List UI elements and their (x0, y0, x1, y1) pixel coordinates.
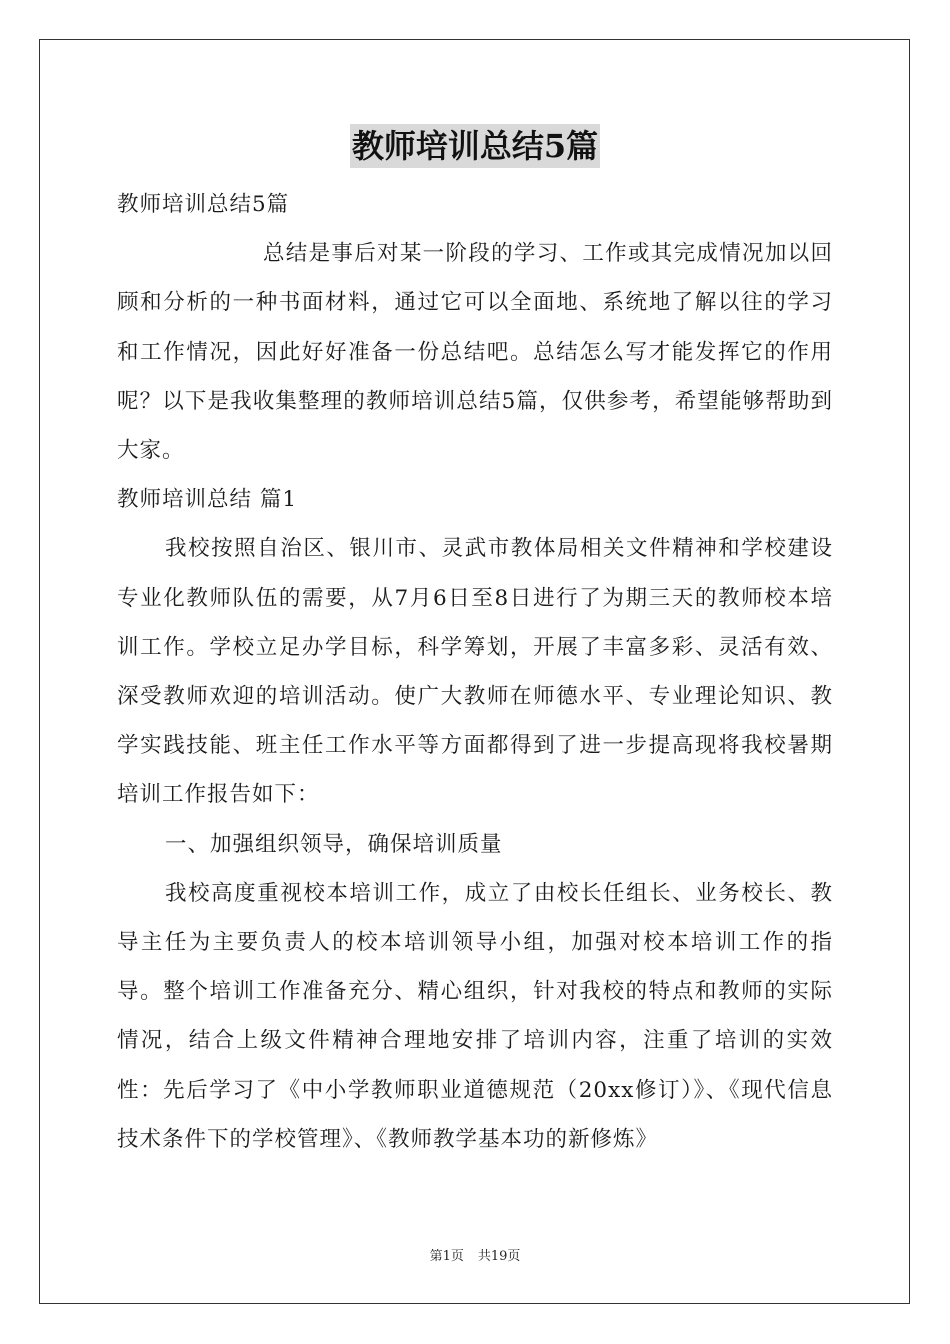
subtitle-paragraph: 教师培训总结5篇 (117, 192, 290, 217)
section-heading: 教师培训总结 篇1 (117, 487, 298, 513)
intro-paragraph: 总结是事后对某一阶段的学习、工作或其完成情况加以回顾和分析的一种书面材料，通过它可以全面地、系统地了解以往的学习和工作情况，因此好好准备一份总结吧。总结怎么写才能发挥它的作用呢？以下是我收集整理的教师培训总结5篇，仅供参考，希望能够帮助到大家。 (117, 241, 833, 464)
body-paragraph: 我校按照自治区、银川市、灵武市教体局相关文件精神和学校建设专业化教师队伍的需要，从7月6日至8日进行了为期三天的教师校本培训工作。学校立足办学目标，科学筹划，开展了丰富多彩、灵活有效、深受教师欢迎的培训活动。使广大教师在师德水平、专业理论知识、教学实践技能、班主任工作水平等方面都得到了进一步提高现将我校暑期培训工作报告如下： (117, 536, 833, 808)
title-container (0, 124, 950, 168)
page-number: 第1页 (429, 1249, 464, 1264)
page-total: 共19页 (477, 1249, 521, 1264)
body-paragraph: 我校高度重视校本培训工作，成立了由校长任组长、业务校长、教导主任为主要负责人的校本培训领导小组，加强对校本培训工作的指导。整个培训工作准备充分、精心组织，针对我校的特点和教师的实际情况，结合上级文件精神合理地安排了培训内容，注重了培训的实效性：先后学习了《中小学教师职业道德规范（20xx修订）》、《现代信息技术条件下的学校管理》、《教师教学基本功的新修炼》 (117, 880, 833, 1152)
subsection-heading: 一、加强组织领导，确保培训质量 (165, 831, 503, 857)
document-body (117, 180, 833, 1164)
document-title: 教师培训总结5篇 (350, 124, 600, 168)
page-footer (0, 1245, 950, 1264)
